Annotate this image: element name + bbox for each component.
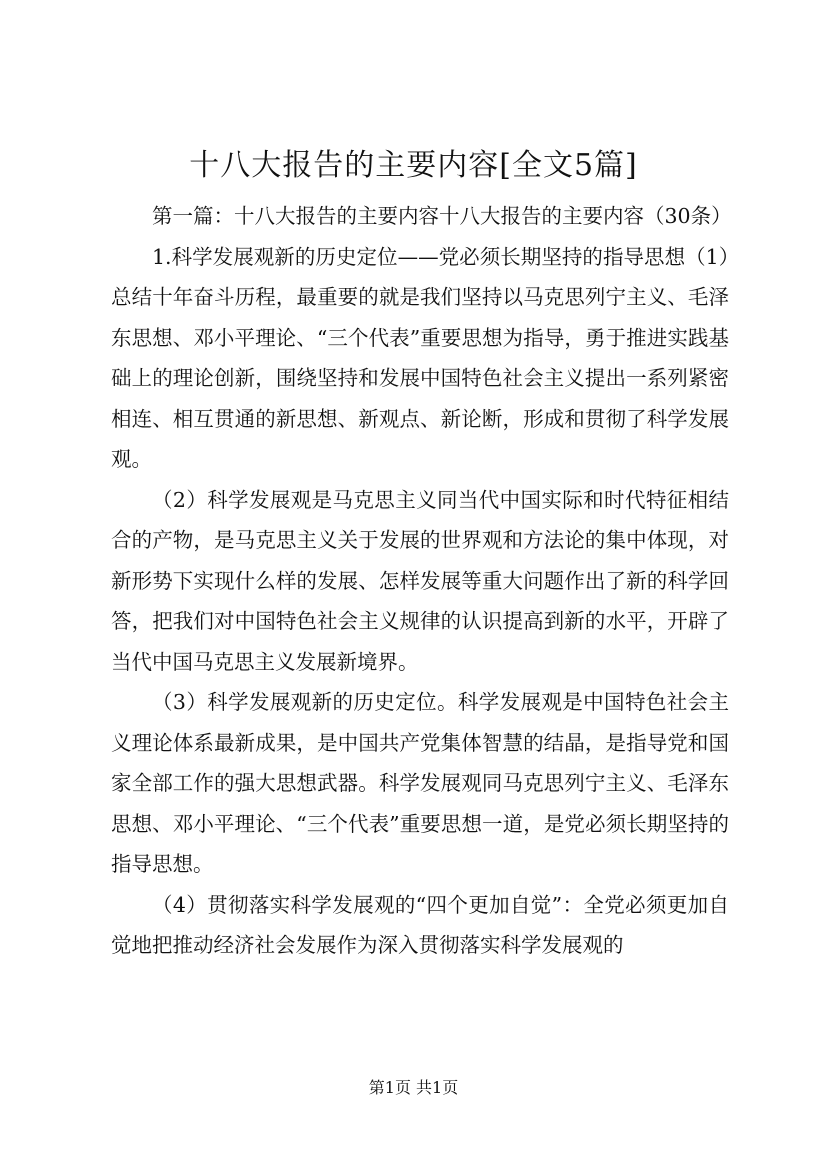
paragraph: （4）贯彻落实科学发展观的“四个更加自觉”：全党必须更加自觉地把推动经济社会发展作为深入贯彻落实科学发展观的 <box>111 892 729 957</box>
paragraph: （2）科学发展观是马克思主义同当代中国实际和时代特征相结合的产物，是马克思主义关于发展的世界观和方法论的集中体现，对新形势下实现什么样的发展、怎样发展等重大问题作出了新的科学回答，把我们对中国特色社会主义规律的认识提高到新的水平，开辟了当代中国马克思主义发展新境界。 <box>111 487 729 674</box>
paragraph: 1.科学发展观新的历史定位——党必须长期坚持的指导思想（1）总结十年奋斗历程，最重要的就是我们坚持以马克思列宁主义、毛泽东思想、邓小平理论、“三个代表”重要思想为指导，勇于推进实践基础上的理论创新，围绕坚持和发展中国特色社会主义提出一系列紧密相连、相互贯通的新思想、新观点、新论断，形成和贯彻了科学发展观。 <box>111 244 729 471</box>
document-body <box>111 196 732 966</box>
paragraph: 第一篇：十八大报告的主要内容十八大报告的主要内容（30条） <box>152 204 732 228</box>
page-number-footer: 第1页 共1页 <box>368 1078 459 1097</box>
document-title: 十八大报告的主要内容[全文5篇] <box>189 148 638 183</box>
paragraph: （3）科学发展观新的历史定位。科学发展观是中国特色社会主义理论体系最新成果，是中国共产党集体智慧的结晶，是指导党和国家全部工作的强大思想武器。科学发展观同马克思列宁主义、毛泽东思想、邓小平理论、“三个代表”重要思想一道，是党必须长期坚持的指导思想。 <box>111 690 729 876</box>
